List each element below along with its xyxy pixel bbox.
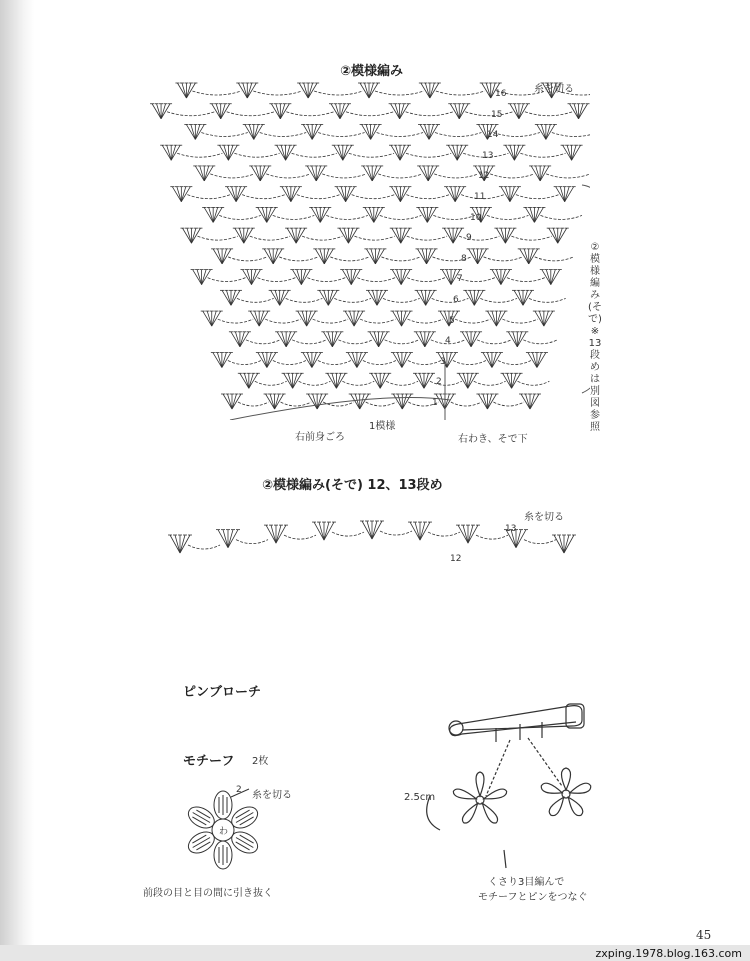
chart1-chain: [493, 132, 539, 136]
chart1-fan-stitch: [309, 207, 331, 222]
chart1-fan-stitch: [364, 249, 386, 264]
chart1-chain: [242, 195, 285, 199]
chart1-fan-stitch: [476, 394, 498, 409]
motif-center-label: わ: [219, 827, 229, 837]
chart1-chain: [253, 91, 302, 95]
motif-cut-label: 糸を切る: [252, 790, 292, 801]
chart2-fan-stitch: [552, 535, 576, 553]
chart1-fan-stitch: [275, 145, 297, 160]
chart1-chain: [529, 298, 566, 302]
chart1-fan-stitch: [442, 228, 464, 243]
chart1-row-number: 5: [449, 315, 455, 326]
chart1-chain: [250, 236, 290, 240]
chart1-chain: [363, 361, 396, 365]
watermark-bar: [0, 945, 750, 961]
chart1-fan-stitch: [391, 353, 413, 368]
chart1-fan-stitch: [321, 332, 343, 347]
chart1-fan-stitch: [503, 145, 525, 160]
chart1-row-number: 4: [445, 336, 451, 347]
page-number: 45: [696, 928, 712, 942]
chart1-chain: [375, 91, 424, 95]
safety-pin-icon: [449, 704, 584, 742]
chart1-fan-stitch: [506, 332, 528, 347]
chart1-fan-stitch: [389, 145, 411, 160]
chart2-chain: [332, 532, 364, 536]
chart1-fan-stitch: [346, 353, 368, 368]
chart1-chain: [201, 132, 247, 136]
chart1-fan-stitch: [368, 332, 390, 347]
chain-right: [528, 738, 562, 786]
chart1-fan-stitch: [446, 145, 468, 160]
chart1-fan-stitch: [275, 332, 297, 347]
chart1-fan-stitch: [296, 311, 318, 326]
chart1-fan-stitch: [269, 290, 291, 305]
chart1-chain: [273, 361, 306, 365]
chart1-fan-stitch: [329, 104, 351, 119]
motif-count: 2枚: [252, 756, 269, 767]
chart1-fan-stitch: [460, 332, 482, 347]
chart1-chain: [380, 215, 422, 219]
chart1-fan-stitch: [238, 373, 260, 388]
chart1-fan-stitch: [297, 83, 319, 98]
chart1-chain: [338, 340, 372, 344]
chart1-fan-stitch: [358, 83, 380, 98]
chart1-fan-stitch: [262, 249, 284, 264]
chart1-fan-stitch: [211, 249, 233, 264]
chart1-fan-stitch: [418, 124, 440, 139]
chart1-chain: [406, 153, 451, 157]
chart1-fan-stitch: [240, 270, 262, 285]
chart2-chain: [188, 545, 220, 549]
chart1-fan-stitch: [561, 145, 583, 160]
chart1-chain: [535, 257, 574, 261]
chart1-row-number: 1: [432, 398, 438, 408]
chart1-bottom-right-label: 右わき、そで下: [458, 434, 528, 445]
chart1-fan-stitch: [317, 290, 339, 305]
flower-right-icon: [540, 768, 592, 818]
chart1-fan-stitch: [282, 373, 304, 388]
chart1-fan-stitch: [490, 270, 512, 285]
chart1-chain: [334, 298, 371, 302]
chart1-fan-stitch: [256, 353, 278, 368]
chart1-chain: [525, 112, 573, 116]
chart1-fan-stitch: [519, 394, 541, 409]
chart1-chain: [197, 236, 237, 240]
chart1-fan-stitch: [313, 249, 335, 264]
chart2-chain: [236, 540, 268, 544]
chart1-fan-stitch: [533, 311, 555, 326]
chart1-fan-stitch: [170, 187, 192, 202]
chart1-fan-stitch: [269, 104, 291, 119]
chart1-fan-stitch: [229, 332, 251, 347]
chart1-row-number: 13: [482, 150, 494, 161]
chart1-chain: [349, 153, 394, 157]
chart1-chain: [292, 340, 326, 344]
chart1-chain: [322, 174, 366, 178]
chart2-title: ②模様編み(そで) 12、13段め: [262, 478, 443, 493]
chart1-fan-stitch: [280, 187, 302, 202]
chart1-fan-stitch: [256, 207, 278, 222]
chart1-chain: [318, 361, 351, 365]
chart1-fan-stitch: [202, 207, 224, 222]
flower-left-icon: [452, 772, 508, 825]
chart1-chain: [266, 174, 310, 178]
chart1-chain: [366, 402, 397, 406]
chart1-fan-stitch: [301, 124, 323, 139]
chart1-chain: [357, 278, 395, 282]
chart1-fan-stitch: [191, 270, 213, 285]
chart1-fan-stitch: [547, 228, 569, 243]
brooch-title: ピンブローチ: [183, 685, 262, 700]
chart1-chain: [451, 402, 482, 406]
chart1-fan-stitch: [335, 187, 357, 202]
chart1-fan-stitch: [360, 124, 382, 139]
chart1-fan-stitch: [463, 290, 485, 305]
chart1-chain: [255, 381, 287, 385]
chart1-fan-stitch: [201, 311, 223, 326]
chart1-chain: [326, 215, 368, 219]
chart1-chain: [493, 402, 524, 406]
chart1-chain: [177, 153, 222, 157]
chart1-title: ②模様編み: [340, 64, 404, 79]
chart1-fan-stitch: [390, 270, 412, 285]
motif-petal: [228, 803, 261, 833]
chart2-cut-label: 糸を切る: [524, 512, 564, 523]
chart1-chain: [406, 112, 454, 116]
chart1-chain: [228, 257, 267, 261]
chart1-row-number: 6: [453, 295, 459, 305]
chart1-row-number: 8: [461, 253, 467, 264]
chart1-fan-stitch: [217, 145, 239, 160]
chart1-fan-stitch: [221, 394, 243, 409]
chart2-chain: [428, 532, 460, 536]
chart1-fan-stitch: [243, 124, 265, 139]
chart1-chain: [465, 112, 513, 116]
chart1-fan-stitch: [523, 207, 545, 222]
chart1-chain: [297, 195, 340, 199]
size-label: 2.5cm: [404, 792, 436, 803]
chart1-fan-stitch: [554, 187, 576, 202]
chart1-chain: [487, 215, 529, 219]
chart1-chain: [511, 236, 551, 240]
chart2-chain: [476, 535, 508, 539]
chart1-fan-stitch: [366, 290, 388, 305]
chart1-chain: [502, 319, 537, 323]
assembly-note-line1: くさり3目編んで: [488, 877, 565, 888]
chart1-chain: [432, 298, 469, 302]
chart1-chain: [520, 153, 565, 157]
chart1-chain: [318, 132, 364, 136]
chain-left: [486, 740, 510, 796]
chart1-fan-stitch: [390, 228, 412, 243]
chart1-chain: [234, 153, 279, 157]
chart1-row-number: 15: [491, 109, 503, 120]
chart1-chain: [523, 340, 557, 344]
chart1-row-number: 12: [478, 171, 490, 182]
chart2-chain: [284, 535, 316, 539]
chart1-chain: [167, 112, 215, 116]
chart1-chain: [279, 257, 318, 261]
chart1-fan-stitch: [220, 290, 242, 305]
chart1-chain: [406, 195, 449, 199]
motif-note: 前段の目と目の間に引き抜く: [143, 888, 273, 899]
chart1-fan-stitch: [175, 83, 197, 98]
chart1-chain: [408, 361, 441, 365]
chart2-row-13: 13: [505, 524, 517, 534]
chart1-fan-stitch: [417, 166, 439, 181]
chart1-side-note: ②模様編み(そで)※13段めは別図参照: [588, 242, 602, 433]
chart1-fan-stitch: [415, 290, 437, 305]
chart1-fan-stitch: [485, 311, 507, 326]
chart1-chain: [546, 174, 590, 178]
chart1-fan-stitch: [285, 228, 307, 243]
chart2-fan-stitch: [168, 535, 192, 553]
chart1-chain: [507, 278, 545, 282]
chart1-fan-stitch: [349, 394, 371, 409]
chart1-fan-stitch: [413, 373, 435, 388]
chart1-chain: [484, 257, 523, 261]
chart1-chain: [490, 174, 534, 178]
chart1-base-line: [230, 398, 450, 421]
chart1-fan-stitch: [361, 166, 383, 181]
chart1-chain: [408, 319, 443, 323]
chart1-fan-stitch: [305, 166, 327, 181]
chart1-fan-stitch: [225, 187, 247, 202]
chart1-chain: [237, 298, 274, 302]
chart1-fan-stitch: [184, 124, 206, 139]
chart1-fan-stitch: [160, 145, 182, 160]
chart1-fan-stitch: [236, 83, 258, 98]
chart1-fan-stitch: [518, 249, 540, 264]
chart1-fan-stitch: [391, 394, 413, 409]
chart1-chain: [480, 298, 517, 302]
chart1-chain: [436, 91, 485, 95]
chart1-row-number: 7: [457, 274, 463, 285]
chart1-chain: [435, 132, 481, 136]
chart1-chain: [540, 215, 582, 219]
chart1-fan-stitch: [249, 166, 271, 181]
chart1-chain: [354, 236, 394, 240]
chart1-chain: [498, 361, 531, 365]
chart1-fan-stitch: [150, 104, 172, 119]
chart1-cut-label: 糸を切る: [534, 84, 574, 95]
chart1-fan-stitch: [568, 104, 590, 119]
chart1-fan-stitch: [391, 311, 413, 326]
chart1-row-number: 9: [466, 233, 472, 244]
chart1-fan-stitch: [499, 187, 521, 202]
chart1-row-number: 16: [495, 89, 507, 99]
chart1-row-number: 2: [436, 377, 442, 388]
chart1-row-number: 10: [470, 212, 482, 223]
leader-line: [504, 850, 506, 868]
chart2-fan-stitch: [264, 525, 288, 543]
chart1-chain: [307, 278, 345, 282]
chart1-fan-stitch: [508, 104, 530, 119]
chart1-fan-stitch: [535, 124, 557, 139]
chart1-chain: [227, 112, 275, 116]
motif-petal: [185, 828, 218, 858]
chart1-row-number: 14: [487, 130, 499, 141]
chart1-chain: [299, 381, 331, 385]
assembly-note-line2: モチーフとピンをつなぐ: [478, 892, 588, 903]
chart1-fan-stitch: [512, 290, 534, 305]
chart1-chain: [430, 381, 462, 385]
chart2-chain: [524, 540, 556, 544]
chart1-fan-stitch: [363, 207, 385, 222]
chart1-chain: [210, 174, 254, 178]
motif-petal: [214, 841, 232, 869]
chart1-chain: [228, 361, 261, 365]
chart2-fan-stitch: [456, 525, 480, 543]
chart1-chain: [208, 278, 246, 282]
chart1-fan-stitch: [540, 270, 562, 285]
chart1-fan-stitch: [529, 166, 551, 181]
page-gutter-shadow: [0, 0, 34, 961]
chart1-chain: [407, 236, 447, 240]
chart1-chain: [474, 381, 506, 385]
chart1-chain: [453, 361, 486, 365]
chart1-chain: [383, 298, 420, 302]
chart1-chain: [257, 278, 295, 282]
chart1-fan-stitch: [337, 228, 359, 243]
chart1-fan-stitch: [444, 187, 466, 202]
chart1-fan-stitch: [501, 373, 523, 388]
chart1-chain: [352, 195, 395, 199]
chart1-fan-stitch: [448, 104, 470, 119]
motif-petal: [228, 828, 261, 858]
chart1-fan-stitch: [414, 332, 436, 347]
chart1-chain: [187, 195, 230, 199]
chart1-chain: [516, 195, 559, 199]
chart1-fan-stitch: [290, 270, 312, 285]
chart1-chain: [434, 174, 478, 178]
chart1-fan-stitch: [248, 311, 270, 326]
chart1-fan-stitch: [416, 249, 438, 264]
chart1-chain: [265, 319, 300, 323]
chart1-fan-stitch: [419, 83, 441, 98]
chart1-fan-stitch: [210, 104, 232, 119]
chart2-fan-stitch: [360, 521, 384, 539]
chart1-chain: [286, 298, 323, 302]
chart1-fan-stitch: [332, 145, 354, 160]
chart1-chain: [346, 112, 394, 116]
chart1-row-number: 3: [440, 356, 446, 367]
brooch-assembly-illustration: [400, 700, 620, 870]
chart1-chain: [292, 153, 337, 157]
chart1-fan-stitch: [301, 353, 323, 368]
chart1-chain: [192, 91, 241, 95]
chart1-chain: [385, 340, 419, 344]
chart1-chain: [218, 319, 253, 323]
chart1-chain: [286, 112, 334, 116]
chart1-chain: [386, 381, 418, 385]
chart1-fan-stitch: [306, 394, 328, 409]
chart1-fan-stitch: [457, 373, 479, 388]
chart1-chain: [518, 381, 550, 385]
chart1-chain: [433, 215, 475, 219]
chart1-chain: [238, 402, 269, 406]
chart1-repeat-label: 1模様: [369, 421, 396, 432]
chart1-fan-stitch: [180, 228, 202, 243]
chart1-fan-stitch: [416, 207, 438, 222]
motif-row-2: 2: [236, 785, 242, 795]
chart1-chain: [407, 278, 445, 282]
chart1-fan-stitch: [325, 373, 347, 388]
motif-title: モチーフ: [183, 754, 235, 769]
chart1-chain: [378, 174, 422, 178]
chart1-chain: [273, 215, 315, 219]
chart1-fan-stitch: [494, 228, 516, 243]
watermark-text: zxping.1978.blog.163.com: [595, 947, 742, 960]
chart1-fan-stitch: [526, 353, 548, 368]
chart1-chain: [314, 91, 363, 95]
chart1-row-number: 11: [474, 192, 486, 202]
chart2-fan-stitch: [312, 522, 336, 540]
chart1-chain: [246, 340, 280, 344]
chart1-fan-stitch: [264, 394, 286, 409]
chart1-chain: [381, 257, 420, 261]
chart1-fan-stitch: [389, 187, 411, 202]
chart1-fan-stitch: [233, 228, 255, 243]
chart1-fan-stitch: [211, 353, 233, 368]
chart1-fan-stitch: [343, 311, 365, 326]
chart1-chain: [330, 257, 369, 261]
chart1-chain: [313, 319, 348, 323]
chart1-chain: [477, 340, 511, 344]
chart2-row-12: 12: [450, 554, 462, 564]
chart2-chain: [380, 531, 412, 535]
motif-petal: [214, 791, 232, 819]
chart1-chain: [377, 132, 423, 136]
chart1-stitch-diagram: [150, 75, 590, 420]
chart1-fan-stitch: [389, 104, 411, 119]
chart1-chain: [342, 381, 374, 385]
chart1-chain: [302, 236, 342, 240]
chart1-chain: [455, 319, 490, 323]
chart1-fan-stitch: [467, 249, 489, 264]
chart1-bottom-left-label: 右前身ごろ: [295, 432, 345, 443]
chart1-chain: [552, 132, 590, 136]
chart1-fan-stitch: [481, 353, 503, 368]
chart1-chain: [360, 319, 395, 323]
motif-petal: [185, 803, 218, 833]
chart1-fan-stitch: [193, 166, 215, 181]
chart1-chain: [260, 132, 306, 136]
chart1-fan-stitch: [340, 270, 362, 285]
chart1-chain: [281, 402, 312, 406]
chart1-fan-stitch: [369, 373, 391, 388]
chart1-chain: [219, 215, 261, 219]
